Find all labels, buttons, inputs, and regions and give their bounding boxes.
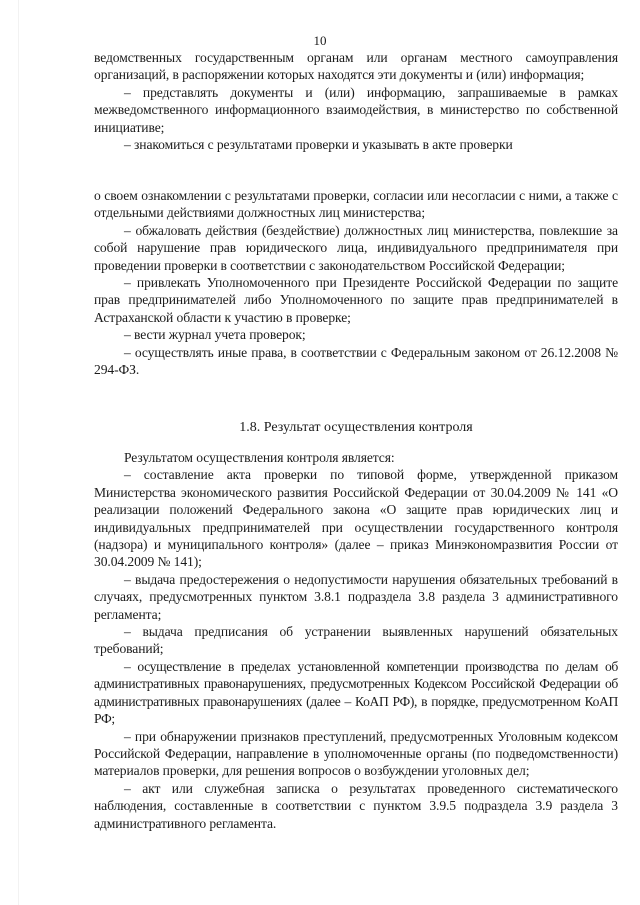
paragraph: – осуществлять иные права, в соответствии с Федеральным законом от 26.12.2008 № 294-ФЗ. [94,344,618,378]
paragraph: – при обнаружении признаков преступлений, предусмотренных Уголовным кодексом Российской Федерации, направление в уполномоченные органы (по подведомственности) материалов проверки, для решения вопросов о возбуждении уголовных дел; [94,728,618,779]
paragraph: о своем ознакомлении с результатами проверки, согласии или несогласии с ними, а также с отдельными действиями должностных лиц министерства; [94,188,618,221]
paragraph: – осуществление в пределах установленной компетенции производства по делам об административных правонарушениях, предусмотренных Кодексом Российской Федерации об административных правонарушениях (далее – КоАП РФ), в порядке, предусмотренном КоАП РФ; [94,658,618,727]
paragraph: – представлять документы и (или) информацию, запрашиваемые в рамках межведомственного информационного взаимодействия, в министерство по собственной инициативе; [94,84,618,135]
paragraph: – акт или служебная записка о результатах проведенного систематического наблюдения, составленные в соответствии с пунктом 3.9.5 подраздела 3.9 раздела 3 административного регламента. [94,780,618,831]
paragraph: – выдача предостережения о недопустимости нарушения обязательных требований в случаях, предусмотренных пунктом 3.8.1 подраздела 3.8 раздела 3 административного регламента; [94,571,618,622]
paragraph: – обжаловать действия (бездействие) должностных лиц министерства, повлекшие за собой нарушение прав юридического лица, индивидуального предпринимателя при проведении проверки в соответствии с законодательством Российской Федерации; [94,222,618,273]
section-heading: 1.8. Результат осуществления контроля [239,420,473,435]
scan-edge-shadow [18,0,19,905]
paragraph: Результатом осуществления контроля является: [124,450,395,465]
text-block-rights-continued [94,49,618,153]
text-block-rights [94,187,618,378]
text-block-control-results [94,449,618,832]
paragraph: – знакомиться с результатами проверки и указывать в акте проверки [124,137,513,153]
paragraph: – выдача предписания об устранении выявленных нарушений обязательных требований; [94,624,618,657]
paragraph: ведомственных государственным органам или органам местного самоуправления организаций, в распоряжении которых находятся эти документы и (или) информация; [94,50,618,83]
paragraph: – составление акта проверки по типовой форме, утвержденной приказом Министерства экономического развития Российской Федерации от 30.04.2009 № 141 «О реализации положений Федерального закона «О защите прав юридических лиц и индивидуальных предпринимателей при осуществлении государственного контроля (надзора) и муниципального контроля» (далее – приказ Минэкономразвития России от 30.04.2009 № 141); [94,467,618,570]
page-number: 10 [313,33,327,48]
paragraph: – привлекать Уполномоченного при Президенте Российской Федерации по защите прав предпринимателей либо Уполномоченного по защите прав предпринимателей в Астраханской области к участию в проверке; [94,275,618,325]
paragraph: – вести журнал учета проверок; [124,327,306,343]
